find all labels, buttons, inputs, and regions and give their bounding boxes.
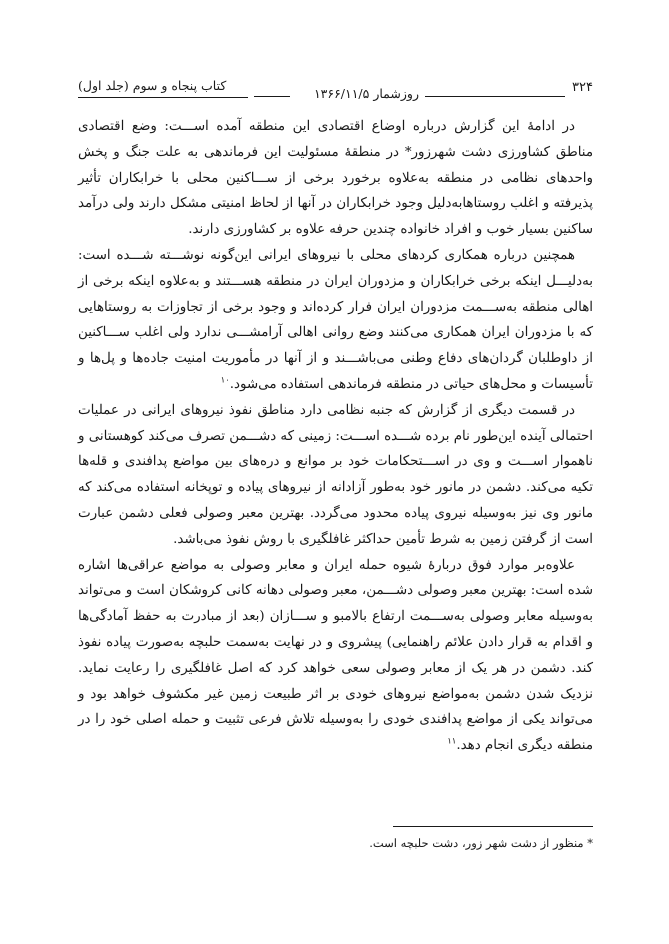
footnote-reference: ۱۱: [447, 736, 457, 747]
header-rule: [425, 96, 565, 97]
running-header: [78, 76, 593, 101]
footnote-reference: ۱۰: [220, 375, 230, 386]
paragraph: [78, 114, 593, 243]
footnote: * منظور از دشت شهر زور، دشت حلبچه است.: [369, 836, 593, 850]
paragraph: [78, 553, 593, 759]
page-number: ۳۲۴: [572, 80, 593, 95]
body-text: [78, 114, 593, 759]
paragraph-text: در قسمت دیگری از گزارش که جنبه نظامی دارد مناطق نفوذ نیروهای ایرانی در عملیات احتمالی آینده این‌طور نام برده شـــده اســـت: زمینی که دشـــمن تصرف می‌کند کوهستانی و ناهموار اســـت و وی در اســـتحکامات خود بر موانع و دره‌های بین مواضع پدافندی و قله‌ها تکیه می‌کند. دشمن در مانور خود به‌طور آزادانه از نیروهای پیاده و توپخانه استفاده می‌کند که مانور وی نیز به‌وسیله نیروی پیاده محدود می‌گردد. بهترین معبر وصولی فعلی دشمن عبارت است از گرفتن زمین به شرط تأمین حداکثر غافلگیری با روش نفوذ می‌باشد.: [78, 402, 593, 547]
footnote-divider: [393, 826, 593, 827]
paragraph-text: علاوه‌بر موارد فوق دربارهٔ شیوه حمله ایران و معابر وصولی به مواضع عراقی‌ها اشاره شده است: بهترین معبر وصولی دشـــمن، معبر وصولی دهانه کانی کروشکان است و می‌تواند به‌وسیله معابر وصولی به‌ســـمت ارتفاع بالامبو و ســـازان (بعد از مبادرت به حفظ آمادگی‌ها و اقدام به قرار دادن علائم راهنمایی) پیشروی و در نهایت به‌سمت حلبچه به‌صورت پیاده نفوذ کند. دشمن در هر یک از معابر وصولی سعی خواهد کرد که اصل غافلگیری را رعایت نماید. نزدیک شدن دشمن به‌مواضع نیروهای خودی بر اثر طبیعت زمین غیر مکشوف خواهد بود و می‌تواند یکی از مواضع پدافندی خودی را به‌وسیله تلاش فرعی تثبیت و حمله اصلی خود را در منطقه دیگری انجام دهد.: [78, 557, 593, 754]
paragraph-text: در ادامهٔ این گزارش درباره اوضاع اقتصادی این منطقه آمده اســـت: وضع اقتصادی مناطق کشاورزی دشت شهرزور* در منطقهٔ مسئولیت این فرماندهی به علت جنگ و پخش واحدهای نظامی در منطقه به‌علاوه برخورد برخی از ســـاکنین محلی با خرابکاران تأثیر پذیرفته و اغلب روستاهابه‌دلیل وجود خرابکاران در آنها از لحاظ امنیتی مشکل دارند ولی درآمد ساکنین بسیار خوب و افراد خانواده چندین حرفه علاوه بر کشاورزی دارند.: [78, 119, 593, 238]
paragraph: [78, 243, 593, 398]
book-title: کتاب پنجاه و سوم (جلد اول): [78, 76, 248, 98]
paragraph: [78, 398, 593, 553]
header-rule: [254, 96, 290, 97]
header-date: روزشمار ۱۳۶۶/۱۱/۵: [313, 86, 419, 101]
paragraph-text: همچنین درباره همکاری کردهای محلی با نیروهای ایرانی این‌گونه نوشـــته شـــده است: به‌دلیـــل اینکه برخی خرابکاران و مزدوران ایران در منطقه هســـتند و به‌علاوه اینکه برخی از اهالی منطقه به‌ســـمت مزدوران ایران فرار کرده‌اند و وجود برخی از تجاوزات به روستاهایی که با مزدوران ایران همکاری می‌کنند وضع روانی اهالی آرامشـــی ندارد ولی اغلب ســـاکنین از داوطلبان گردان‌های دفاع وطنی می‌باشـــند و از آنها در مأموریت امنیت جاده‌ها و پل‌ها و تأسیسات و محل‌های حیاتی در منطقه فرماندهی استفاده می‌شود.: [78, 247, 593, 392]
